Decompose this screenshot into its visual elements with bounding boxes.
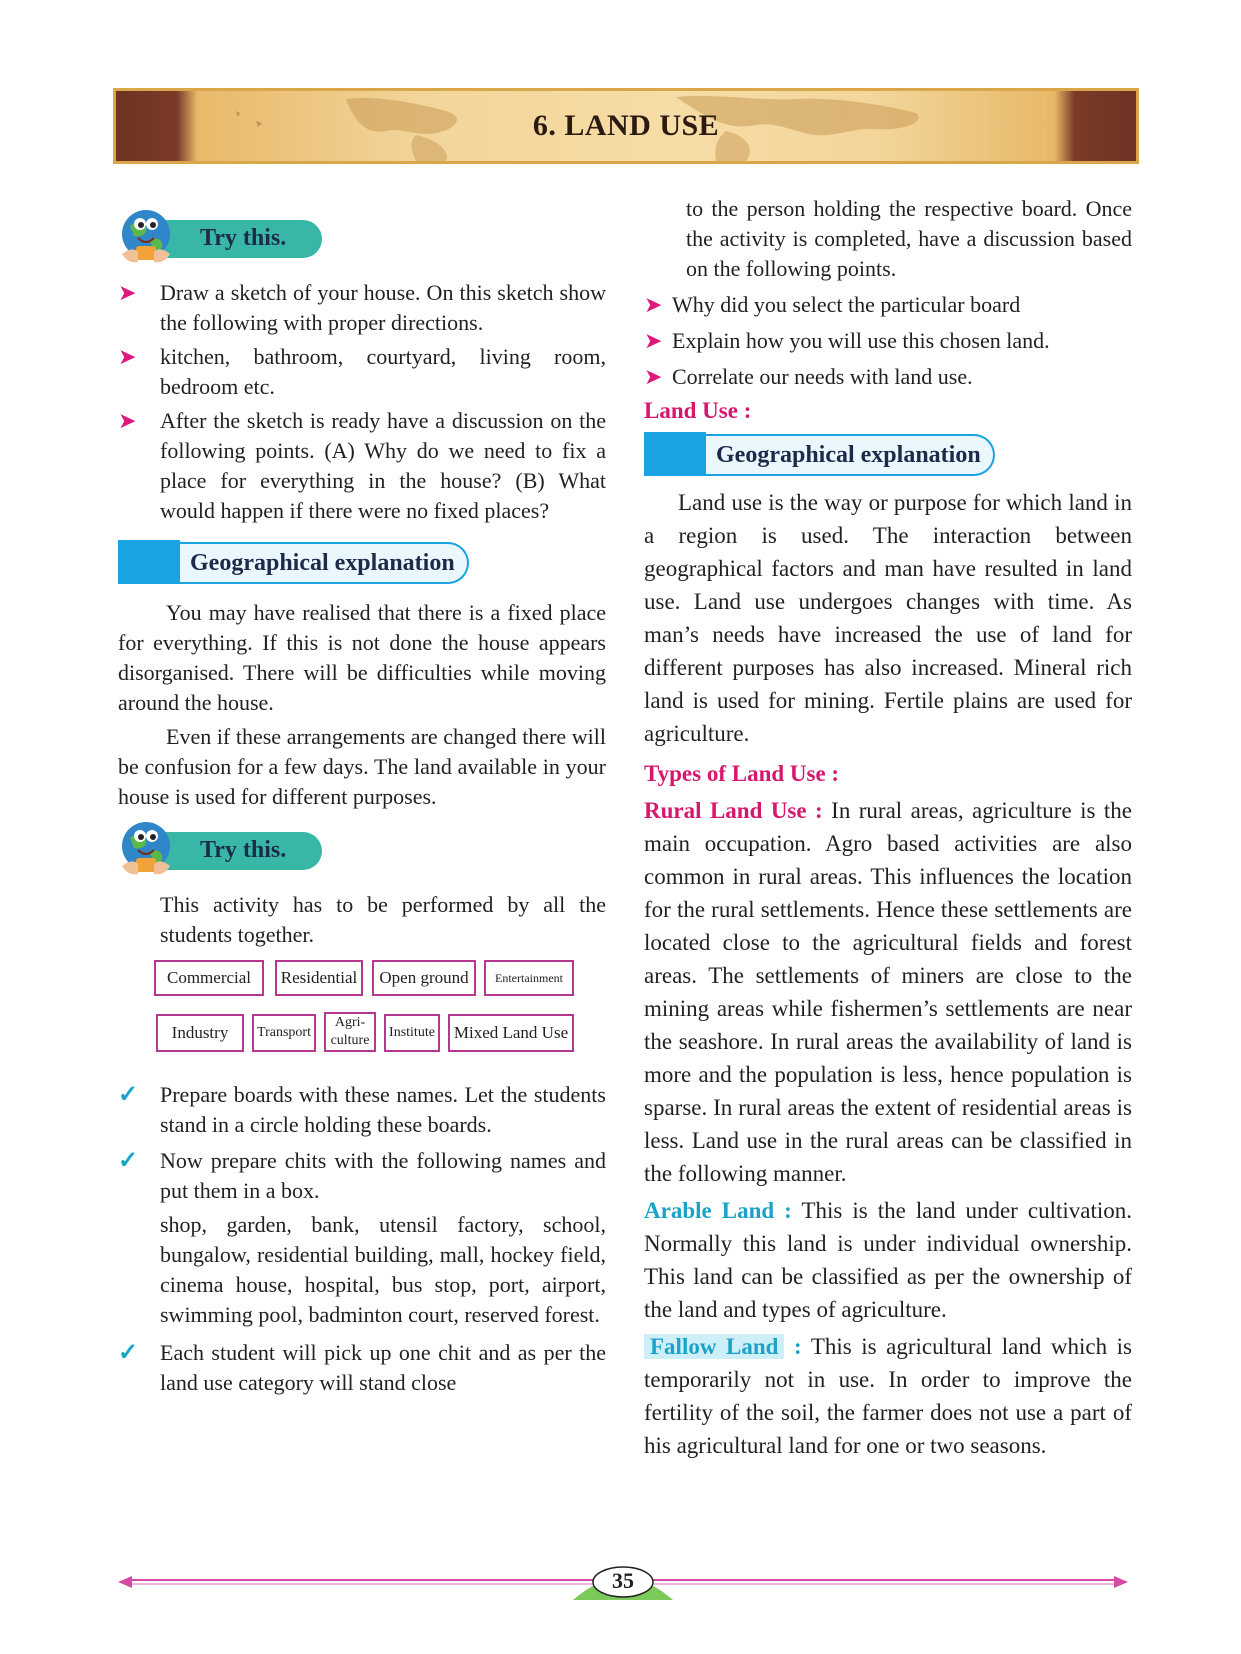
arrow-bullet-icon: ➤ bbox=[644, 364, 663, 389]
fallow-colon: : bbox=[793, 1334, 802, 1359]
try-this-label: Try this. bbox=[200, 225, 287, 251]
arrow-bullet-icon: ➤ bbox=[644, 292, 663, 317]
board-agriculture: Agri-culture bbox=[324, 1012, 376, 1052]
left-column bbox=[118, 200, 606, 1402]
arrow-bullet-icon: ➤ bbox=[118, 408, 137, 433]
bullet-text: Each student will pick up one chit and as per the land use category will stand close bbox=[160, 1340, 606, 1395]
land-use-paragraph: Land use is the way or purpose for which land in a region is used. The interaction between geographical factors and man have resulted in land use. Land use undergoes changes with time. As man’s needs have increased the use of land for different purposes has also increased. Mineral rich land is used for mining. Fertile plains are used for agriculture. bbox=[644, 490, 1132, 746]
try-bullet bbox=[118, 406, 606, 526]
bullet-text: After the sketch is ready have a discussion on the following points. (A) Why do we need to fix a place for everything in the house? (B) What would happen if there were no fixed places? bbox=[160, 408, 606, 523]
geographical-explanation-heading bbox=[644, 432, 1132, 476]
try-this-heading bbox=[118, 818, 606, 878]
discussion-point bbox=[644, 362, 1132, 392]
bullet-text: Explain how you will use this chosen land. bbox=[672, 328, 1050, 353]
try-bullet bbox=[118, 278, 606, 338]
types-heading: Types of Land Use : bbox=[644, 761, 840, 786]
try-bullet bbox=[118, 342, 606, 402]
checkmark-icon: ✓ bbox=[118, 1082, 139, 1108]
heading-block-decoration bbox=[644, 432, 706, 476]
arable-term: Arable Land : bbox=[644, 1198, 792, 1223]
check-bullet bbox=[118, 1146, 606, 1206]
checkmark-icon: ✓ bbox=[118, 1148, 139, 1174]
land-use-boards bbox=[118, 954, 606, 1080]
geo-heading-label: Geographical explanation bbox=[706, 434, 995, 476]
geo-heading-label: Geographical explanation bbox=[180, 542, 469, 584]
arrow-bullet-icon: ➤ bbox=[118, 280, 137, 305]
board-mixed-land-use: Mixed Land Use bbox=[448, 1014, 574, 1052]
board-institute: Institute bbox=[384, 1014, 440, 1052]
globe-mascot-icon bbox=[118, 206, 176, 266]
try-this-label: Try this. bbox=[200, 837, 287, 863]
geographical-explanation-heading bbox=[118, 540, 606, 584]
board-industry: Industry bbox=[156, 1014, 244, 1052]
arrow-bullet-icon: ➤ bbox=[118, 344, 137, 369]
chapter-banner bbox=[113, 88, 1139, 164]
globe-mascot-icon bbox=[118, 818, 176, 878]
paragraph: You may have realised that there is a fixed place for everything. If this is not done the house appears disorganised. There will be difficulties while moving around the house. bbox=[118, 600, 606, 715]
chit-list: shop, garden, bank, utensil factory, school, bungalow, residential building, mall, hockey field, cinema house, hospital, bus stop, port, airport, swimming pool, badminton court, reserved forest. bbox=[160, 1212, 606, 1327]
try-this-pill bbox=[156, 220, 322, 258]
board-transport: Transport bbox=[252, 1014, 316, 1052]
board-residential: Residential bbox=[275, 960, 363, 996]
arable-text: This is the land under cultivation. Normally this land is under individual ownership. This land can be classified as per the ownership of the land and types of agriculture. bbox=[644, 1198, 1132, 1322]
try-this-pill bbox=[156, 832, 322, 870]
heading-block-decoration bbox=[118, 540, 180, 584]
page-footer bbox=[118, 1560, 1128, 1600]
fallow-land-paragraph bbox=[644, 1330, 1132, 1462]
arrow-bullet-icon: ➤ bbox=[644, 328, 663, 353]
check-bullet bbox=[118, 1080, 606, 1140]
board-commercial: Commercial bbox=[154, 960, 264, 996]
fallow-text: This is agricultural land which is temporarily not in use. In order to improve the fertility of the soil, the farmer does not use a part of his agricultural land for one or two seasons. bbox=[644, 1334, 1132, 1458]
paragraph: Even if these arrangements are changed there will be confusion for a few days. The land available in your house is used for different purposes. bbox=[118, 724, 606, 809]
discussion-point bbox=[644, 290, 1132, 320]
discussion-point bbox=[644, 326, 1132, 356]
bullet-text: kitchen, bathroom, courtyard, living room, bedroom etc. bbox=[160, 344, 606, 399]
rural-term: Rural Land Use : bbox=[644, 798, 823, 823]
bullet-text: Draw a sketch of your house. On this sketch show the following with proper directions. bbox=[160, 280, 606, 335]
bullet-text: Prepare boards with these names. Let the students stand in a circle holding these boards. bbox=[160, 1082, 606, 1137]
board-entertainment: Entertainment bbox=[484, 960, 574, 996]
try-this-heading bbox=[118, 206, 606, 266]
chapter-title: 6. LAND USE bbox=[532, 109, 720, 142]
board-open-ground: Open ground bbox=[372, 960, 476, 996]
check-bullet bbox=[118, 1338, 606, 1398]
page-number: 35 bbox=[612, 1568, 634, 1593]
land-use-heading: Land Use : bbox=[644, 398, 752, 423]
checkmark-icon: ✓ bbox=[118, 1340, 139, 1366]
arable-land-paragraph bbox=[644, 1194, 1132, 1326]
bullet-text: Correlate our needs with land use. bbox=[672, 364, 973, 389]
bullet-text: Now prepare chits with the following names and put them in a box. bbox=[160, 1148, 606, 1203]
rural-text: In rural areas, agriculture is the main occupation. Agro based activities are also common in rural areas. This influences the location for the rural settlements. Hence these settlements are located close to the agricultural fields and forest areas. The settlements of miners are close to the mining areas while fishermen’s settlements are near the seashore. In rural areas the availability of land is more and the population is less, hence population is sparse. In rural areas the extent of residential areas is less. Land use in the rural areas can be classified in the following manner. bbox=[644, 798, 1133, 1186]
fallow-term: Fallow Land bbox=[644, 1334, 784, 1359]
right-column bbox=[644, 194, 1132, 1462]
bullet-text: Why did you select the particular board bbox=[672, 292, 1021, 317]
continued-text: to the person holding the respective board. Once the activity is completed, have a discussion based on the following points. bbox=[686, 196, 1132, 281]
rural-land-use-paragraph bbox=[644, 794, 1132, 1190]
activity-intro: This activity has to be performed by all the students together. bbox=[160, 892, 606, 947]
